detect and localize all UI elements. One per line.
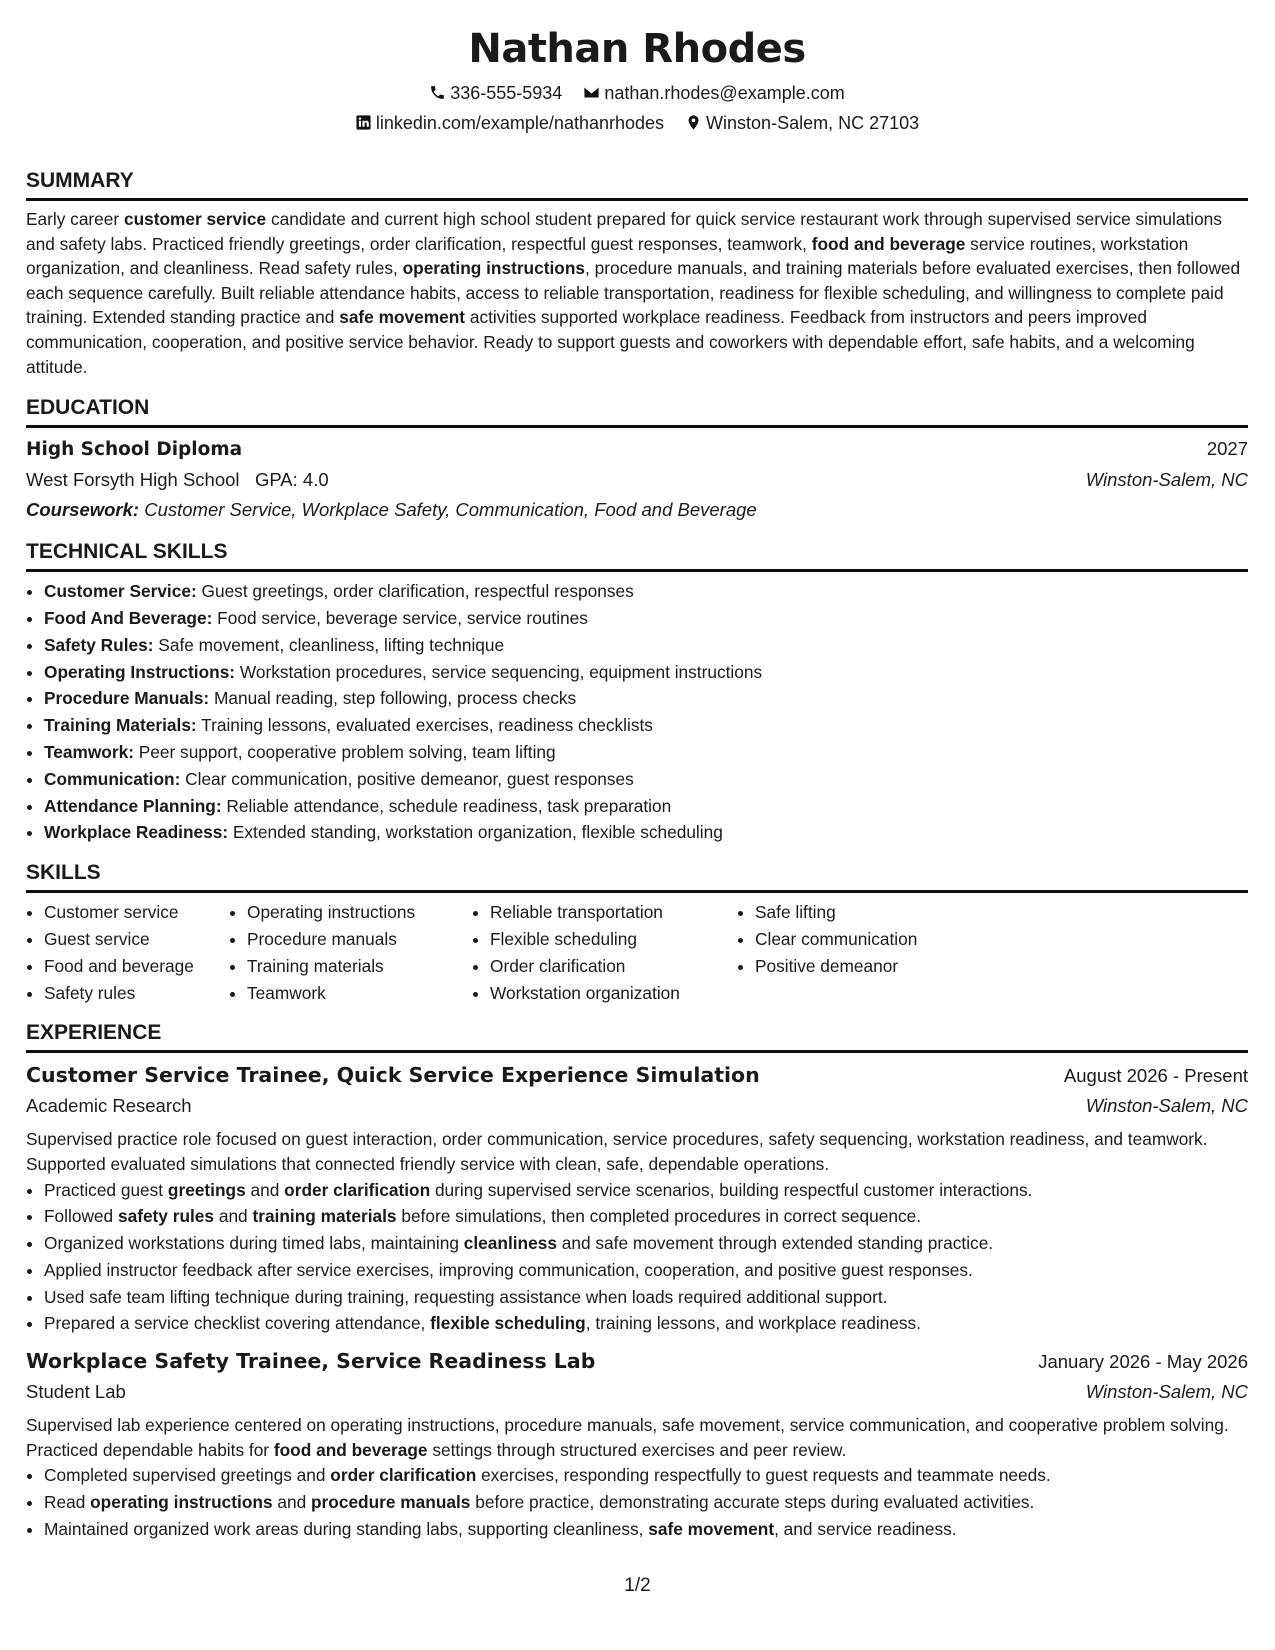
linkedin-icon (355, 114, 372, 131)
bold-text: procedure manuals (311, 1492, 471, 1513)
job-bullet (44, 1230, 1248, 1257)
education-section (26, 395, 1248, 525)
bold-text: safe movement (648, 1519, 775, 1540)
skill-item: • Teamwork (247, 980, 460, 1007)
technical-skill-label: Food And Beverage: (44, 607, 213, 628)
school-location: Winston-Salem, NC (1085, 469, 1248, 491)
skill-item: • Guest service (44, 926, 229, 953)
bold-text: flexible scheduling (430, 1313, 586, 1334)
bold-text: safety rules (117, 1206, 215, 1227)
skill-item: • Clear communication (755, 926, 1005, 953)
email-text: nathan.rhodes@example.com (604, 83, 845, 103)
bold-text: safe movement (339, 307, 466, 328)
technical-skill-item (44, 793, 1248, 820)
job-bullet (44, 1257, 1248, 1284)
technical-skill-text: Peer support, cooperative problem solving, team lifting (133, 741, 556, 762)
skills-column (26, 899, 229, 1006)
coursework-line (26, 495, 1248, 525)
technical-skill-text: Training lessons, evaluated exercises, readiness checklists (196, 715, 653, 736)
technical-skill-text: Guest greetings, order clarification, respectful responses (196, 581, 634, 602)
skill-item: • Flexible scheduling (490, 926, 725, 953)
job-entry (26, 1345, 1248, 1543)
bold-text: operating instructions (402, 258, 586, 279)
technical-skills-list (26, 578, 1248, 846)
envelope-icon (583, 84, 600, 101)
job-entry (26, 1059, 1248, 1337)
page-number: 1/2 (624, 1575, 651, 1596)
job-location: Winston-Salem, NC (1085, 1381, 1248, 1403)
technical-skill-item (44, 712, 1248, 739)
technical-skill-item (44, 605, 1248, 632)
bold-text: customer service (123, 209, 267, 229)
coursework-label: Coursework: (26, 499, 140, 521)
education-school-row (26, 465, 1248, 495)
text: Prepared a service checklist covering attendance, (44, 1313, 431, 1334)
school-name: West Forsyth High School (26, 469, 240, 491)
bold-text: greetings (167, 1179, 246, 1200)
phone-item (429, 82, 562, 104)
technical-skill-item (44, 578, 1248, 605)
section-divider (26, 569, 1248, 572)
map-pin-icon (685, 114, 702, 131)
job-dates: August 2026 - Present (1063, 1065, 1248, 1087)
technical-skill-text: Food service, beverage service, service routines (212, 607, 588, 628)
text: Applied instructor feedback after service exercises, improving communication, cooperation, and positive guest responses. (44, 1259, 973, 1280)
job-header-row (26, 1059, 1248, 1091)
text: before simulations, then completed procedures in correct sequence. (396, 1206, 922, 1227)
technical-skill-label: Workplace Readiness: (44, 822, 229, 843)
technical-skill-text: Manual reading, step following, process checks (209, 688, 577, 709)
text: Maintained organized work areas during standing labs, supporting cleanliness, (44, 1519, 649, 1540)
skill-item: • Safety rules (44, 980, 229, 1007)
education-header-row (26, 434, 1248, 465)
job-dates: January 2026 - May 2026 (1038, 1351, 1248, 1373)
skill-item: • Customer service (44, 899, 229, 926)
contact-row-2 (26, 112, 1248, 134)
text: Organized workstations during timed labs, maintaining (44, 1233, 464, 1254)
job-bullet (44, 1284, 1248, 1311)
bold-text: order clarification (284, 1179, 431, 1200)
coursework-text: Customer Service, Workplace Safety, Communication, Food and Beverage (144, 499, 757, 521)
experience-section (26, 1020, 1248, 1543)
skills-section (26, 860, 1248, 1006)
location-text: Winston-Salem, NC 27103 (706, 113, 920, 133)
skills-column (229, 899, 460, 1006)
degree: High School Diploma (26, 439, 243, 461)
text: Read (44, 1492, 91, 1513)
technical-skill-label: Safety Rules: (44, 634, 154, 655)
technical-skill-item (44, 685, 1248, 712)
text: Completed supervised greetings and (44, 1465, 331, 1486)
skills-title: SKILLS (26, 861, 101, 885)
job-org-row (26, 1091, 1248, 1121)
linkedin-text: linkedin.com/example/nathanrhodes (375, 113, 665, 133)
technical-skill-item (44, 659, 1248, 686)
technical-skill-item (44, 739, 1248, 766)
text: and (214, 1206, 253, 1227)
education-title: EDUCATION (26, 396, 150, 420)
resume-page (26, 0, 1248, 1543)
section-divider (26, 425, 1248, 428)
job-description: Supervised practice role focused on guest interaction, order communication, service procedures, safety sequencing, workstation readiness, and teamwork. Supported evaluated simulations that connected friendly service with clean, safe, dependable operations. (26, 1129, 1208, 1174)
graduation-year: 2027 (1206, 438, 1248, 460)
experience-title: EXPERIENCE (26, 1021, 162, 1045)
section-divider (26, 198, 1248, 201)
job-organization: Academic Research (26, 1095, 192, 1117)
technical-skill-item (44, 632, 1248, 659)
job-bullets (26, 1462, 1248, 1542)
technical-skill-text: Clear communication, positive demeanor, guest responses (180, 768, 634, 789)
technical-skill-text: Reliable attendance, schedule readiness, task preparation (221, 795, 672, 816)
technical-skills-title: TECHNICAL SKILLS (26, 540, 228, 564)
job-location: Winston-Salem, NC (1085, 1095, 1248, 1117)
text: Early career (26, 209, 124, 229)
bold-text: food and beverage (811, 233, 966, 254)
school-gpa (26, 465, 329, 495)
summary-section (26, 168, 1248, 379)
text: candidate and current high school student prepared for quick service restaurant work through supervised service simulations and safety labs. Practiced friendly greetings, order clarification, respectful guest responses, teamwork, (26, 209, 1222, 254)
location-item (685, 112, 919, 134)
skills-grid (26, 899, 1248, 1006)
bold-text: food and beverage (273, 1439, 428, 1460)
section-divider (26, 1050, 1248, 1053)
technical-skills-section (26, 539, 1248, 846)
skill-item: • Reliable transportation (490, 899, 725, 926)
job-description (26, 1413, 1248, 1462)
bold-text: operating instructions (90, 1492, 273, 1513)
text: exercises, responding respectfully to guest requests and teammate needs. (476, 1465, 1051, 1486)
summary-text (26, 207, 1248, 379)
technical-skill-text: Workstation procedures, service sequencing, equipment instructions (235, 661, 763, 682)
linkedin-item (355, 112, 664, 134)
candidate-name: Nathan Rhodes (468, 26, 806, 72)
technical-skill-label: Training Materials: (44, 715, 197, 736)
text: service routines, workstation organization, and cleanliness. Read safety rules, (26, 233, 1189, 279)
text: and (272, 1492, 311, 1513)
skill-item: • Safe lifting (755, 899, 1005, 926)
technical-skill-text: Extended standing, workstation organization, flexible scheduling (228, 822, 723, 843)
technical-skill-label: Communication: (44, 768, 181, 789)
job-bullets (26, 1177, 1248, 1338)
job-organization: Student Lab (26, 1381, 126, 1403)
job-header-row (26, 1345, 1248, 1377)
technical-skill-label: Procedure Manuals: (44, 688, 210, 709)
skills-column (472, 899, 725, 1006)
job-title: Customer Service Trainee, Quick Service Experience Simulation (26, 1063, 760, 1088)
text: Supervised lab experience centered on operating instructions, procedure manuals, safe movement, service communication, and cooperative problem solving. Practiced dependable habits for (26, 1415, 1229, 1460)
job-bullet (44, 1462, 1248, 1489)
text: Followed (44, 1206, 118, 1227)
summary-title: SUMMARY (26, 169, 134, 192)
skill-item: • Training materials (247, 953, 460, 980)
bold-text: training materials (252, 1206, 397, 1227)
phone-icon (429, 84, 446, 101)
bold-text: cleanliness (463, 1233, 557, 1254)
text: Practiced guest (44, 1179, 168, 1200)
job-bullet (44, 1177, 1248, 1204)
skill-item: • Operating instructions (247, 899, 460, 926)
technical-skill-label: Attendance Planning: (44, 795, 222, 816)
job-title: Workplace Safety Trainee, Service Readiness Lab (26, 1349, 596, 1374)
phone-text: 336-555-5934 (450, 83, 563, 103)
email-item (583, 82, 844, 104)
technical-skill-item (44, 819, 1248, 846)
job-bullet (44, 1489, 1248, 1516)
technical-skill-item (44, 766, 1248, 793)
contact-row-1 (26, 82, 1248, 104)
text: during supervised service scenarios, building respectful customer interactions. (430, 1179, 1033, 1200)
job-bullet (44, 1310, 1248, 1337)
skill-item: • Workstation organization (490, 980, 725, 1007)
job-org-row (26, 1377, 1248, 1407)
technical-skill-label: Customer Service: (44, 581, 197, 602)
gpa: GPA: 4.0 (254, 469, 329, 491)
technical-skill-label: Teamwork: (44, 741, 134, 762)
text: and (245, 1179, 285, 1200)
job-bullet (44, 1516, 1248, 1543)
text: , training lessons, and workplace readiness. (585, 1313, 921, 1334)
text: and safe movement through extended standing practice. (556, 1233, 994, 1254)
technical-skill-text: Safe movement, cleanliness, lifting technique (153, 634, 505, 655)
text: activities supported workplace readiness. Feedback from instructors and peers improved communication, cooperation, and positive service behavior. Ready to support guests and coworkers with dependable effort, safe habits, and a welcoming attitude. (26, 307, 1195, 377)
text: Used safe team lifting technique during training, requesting assistance when loads required additional support. (44, 1286, 888, 1307)
skill-item: • Positive demeanor (755, 953, 1005, 980)
skill-item: • Procedure manuals (247, 926, 460, 953)
text: before practice, demonstrating accurate steps during evaluated activities. (470, 1492, 1035, 1513)
text: settings through structured exercises and peer review. (427, 1439, 847, 1460)
bold-text: order clarification (330, 1465, 477, 1486)
skill-item: • Order clarification (490, 953, 725, 980)
job-bullet (44, 1203, 1248, 1230)
text: , and service readiness. (774, 1519, 957, 1540)
skills-column (737, 899, 1005, 1006)
text: , procedure manuals, and training materials before evaluated exercises, then followed each sequence carefully. Built reliable attendance habits, access to reliable transportation, readiness for flexible scheduling, and willingness to complete paid training. Extended standing practice and (26, 258, 1241, 328)
technical-skill-label: Operating Instructions: (44, 661, 236, 682)
skill-item: • Food and beverage (44, 953, 229, 980)
section-divider (26, 890, 1248, 893)
